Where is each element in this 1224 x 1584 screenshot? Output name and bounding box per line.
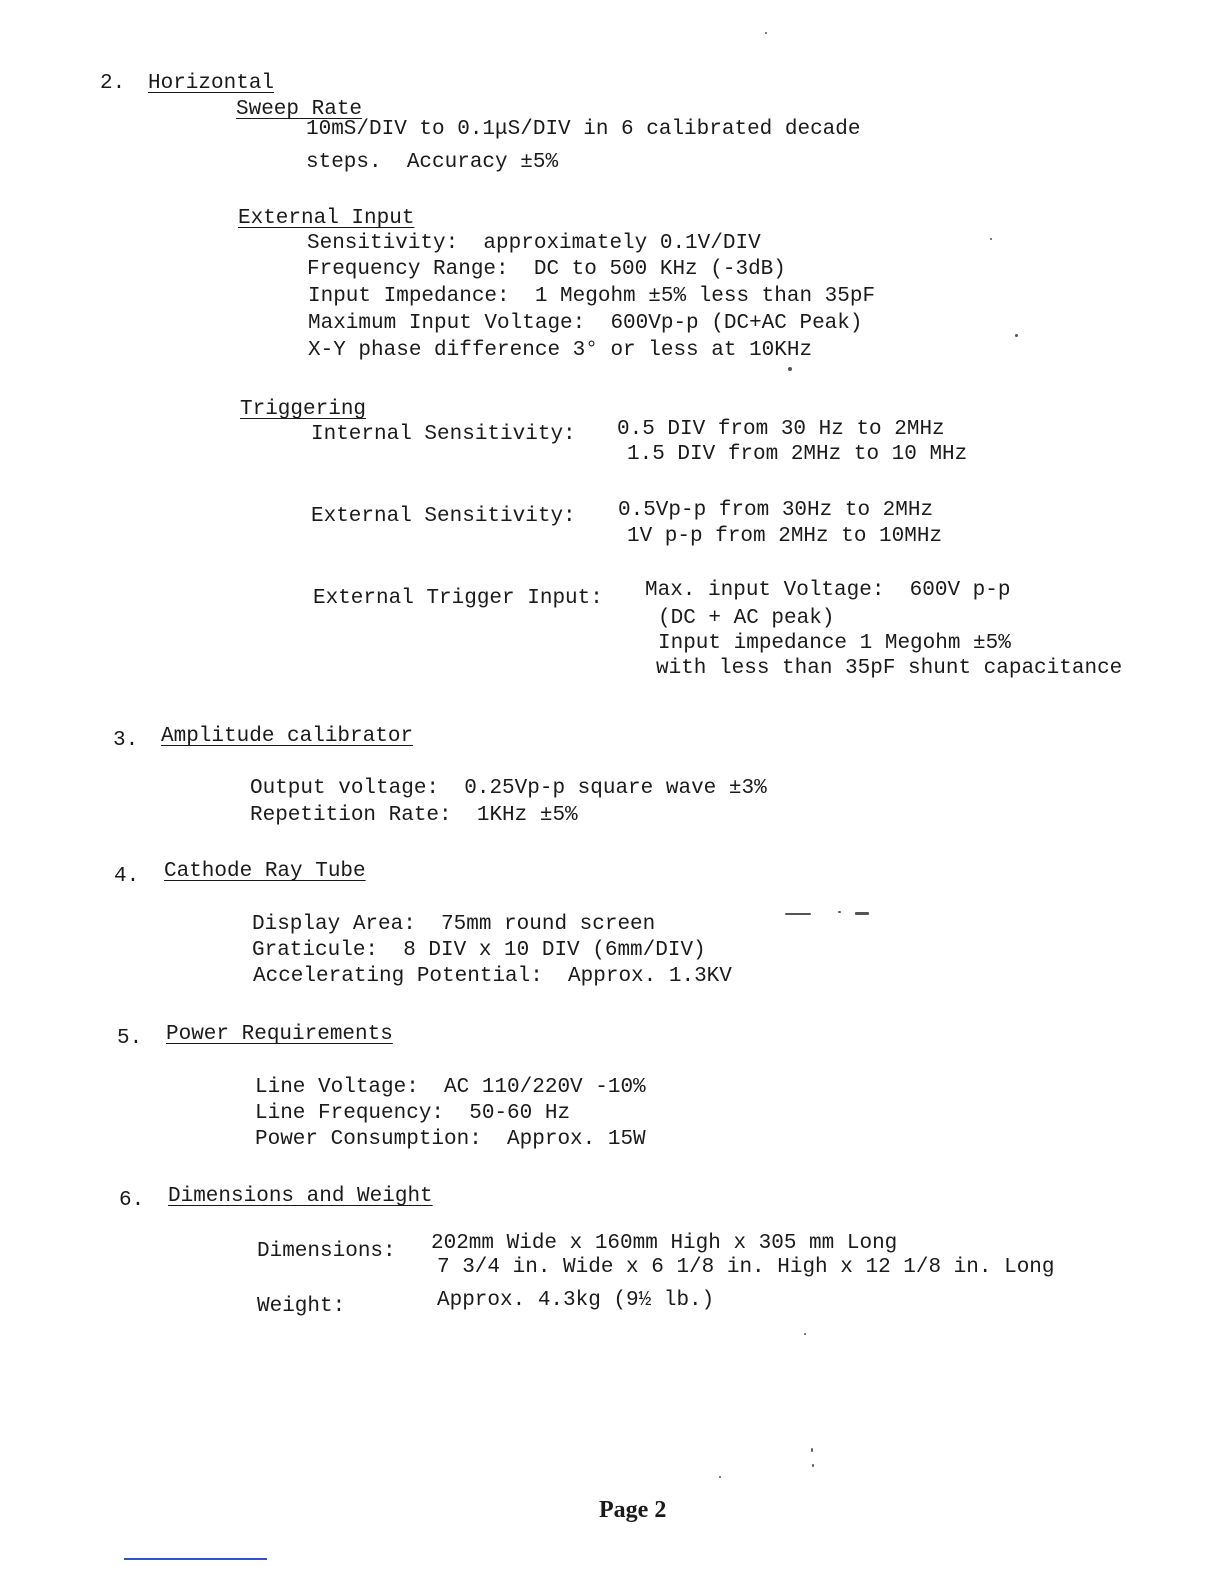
bottom-rule	[124, 1558, 267, 1560]
cathode-ray-tube-line: Graticule: 8 DIV x 10 DIV (6mm/DIV)	[252, 939, 706, 962]
section-heading-power-requirements: Power Requirements	[166, 1023, 393, 1046]
scan-speck	[855, 912, 869, 915]
scan-speck	[719, 1476, 721, 1478]
external-input-line: Frequency Range: DC to 500 KHz (-3dB)	[307, 258, 786, 281]
subsection-heading-triggering: Triggering	[240, 398, 367, 421]
triggering-value: 1V p-p from 2MHz to 10MHz	[627, 525, 943, 548]
scan-speck	[765, 32, 767, 34]
triggering-label: External Trigger Input:	[313, 587, 603, 610]
triggering-value: Input impedance 1 Megohm ±5%	[658, 632, 1011, 655]
cathode-ray-tube-line: Display Area: 75mm round screen	[252, 913, 656, 936]
section-heading-dimensions-and-weight: Dimensions and Weight	[168, 1185, 433, 1208]
section-number: 2.	[100, 72, 126, 95]
section-heading-horizontal: Horizontal	[148, 72, 275, 95]
section-number: 5.	[117, 1027, 143, 1050]
scan-speck	[788, 367, 792, 371]
section-number: 4.	[114, 865, 140, 888]
triggering-value: (DC + AC peak)	[658, 607, 835, 630]
power-requirements-line: Line Frequency: 50-60 Hz	[255, 1102, 571, 1125]
triggering-value: 1.5 DIV from 2MHz to 10 MHz	[627, 443, 968, 466]
subsection-heading-external-input: External Input	[238, 207, 415, 230]
triggering-label: Internal Sensitivity:	[311, 423, 576, 446]
scan-speck	[785, 913, 811, 915]
weight-value: Approx. 4.3kg (9½ lb.)	[437, 1289, 715, 1312]
power-requirements-line: Line Voltage: AC 110/220V -10%	[255, 1076, 646, 1099]
page-number: Page 2	[599, 1497, 667, 1523]
subsection-heading-sweep-rate: Sweep Rate	[236, 98, 363, 121]
external-input-line: X-Y phase difference 3° or less at 10KHz	[308, 339, 813, 362]
scan-speck	[811, 1448, 813, 1452]
triggering-value: 0.5Vp-p from 30Hz to 2MHz	[618, 499, 934, 522]
section-number: 3.	[113, 729, 139, 752]
triggering-value: with less than 35pF shunt capacitance	[656, 657, 1123, 680]
power-requirements-line: Power Consumption: Approx. 15W	[255, 1128, 646, 1151]
weight-label: Weight:	[257, 1295, 346, 1318]
cathode-ray-tube-line: Accelerating Potential: Approx. 1.3KV	[253, 965, 732, 988]
section-heading-amplitude-calibrator: Amplitude calibrator	[161, 725, 414, 748]
sweep-rate-line: 10mS/DIV to 0.1μS/DIV in 6 calibrated decade	[306, 118, 861, 141]
dimensions-label: Dimensions:	[257, 1240, 396, 1263]
dimensions-value: 7 3/4 in. Wide x 6 1/8 in. High x 12 1/8 in. Long	[437, 1256, 1055, 1279]
scan-speck	[1015, 334, 1018, 337]
amplitude-calibrator-line: Output voltage: 0.25Vp-p square wave ±3%	[250, 777, 767, 800]
section-number: 6.	[119, 1189, 145, 1212]
external-input-line: Maximum Input Voltage: 600Vp-p (DC+AC Peak)	[308, 312, 863, 335]
triggering-value: Max. input Voltage: 600V p-p	[645, 579, 1011, 602]
section-heading-cathode-ray-tube: Cathode Ray Tube	[164, 860, 366, 883]
scan-speck	[812, 1464, 814, 1467]
sweep-rate-line: steps. Accuracy ±5%	[306, 151, 559, 174]
external-input-line: Input Impedance: 1 Megohm ±5% less than 35pF	[308, 285, 876, 308]
scan-speck	[804, 1333, 806, 1335]
external-input-line: Sensitivity: approximately 0.1V/DIV	[307, 232, 761, 255]
triggering-label: External Sensitivity:	[311, 505, 576, 528]
scan-speck	[838, 911, 841, 913]
dimensions-value: 202mm Wide x 160mm High x 305 mm Long	[431, 1232, 898, 1255]
scan-speck	[990, 238, 992, 240]
amplitude-calibrator-line: Repetition Rate: 1KHz ±5%	[250, 804, 578, 827]
triggering-value: 0.5 DIV from 30 Hz to 2MHz	[617, 418, 945, 441]
